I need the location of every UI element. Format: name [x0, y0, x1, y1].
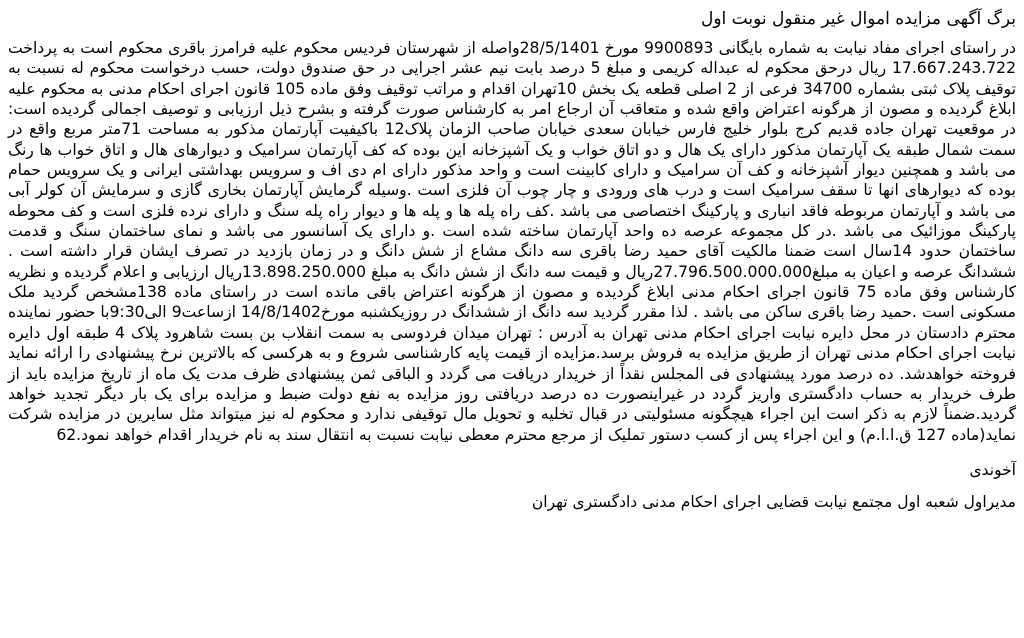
signoff-block	[8, 459, 1016, 513]
auction-notice	[8, 6, 1016, 513]
signer-title: مدیراول شعبه اول مجتمع نیابت قضایی اجرای احکام مدنی دادگستری تهران	[531, 492, 1016, 511]
signer-name: آخوندی	[969, 460, 1016, 479]
notice-body: در راستای اجرای مفاد نیابت به شماره بایگانی 9900893 مورخ 28/5/1401واصله از شهرستان فردیس محکوم علیه فرامرز باقری محکوم است به پرداخت 17.667.243.722 ریال درحق محکوم له عبداله کریمی و مبلغ 5 درصد بابت نیم عشر اجرایی در حق صندوق دولت، حسب درخواست محکوم له نسبت به توقیف پلاک ثبتی بشماره 34700 فرعی از 2 اصلی قطعه یک بخش 10تهران اقدام و مراتب توقیف وفق ماده 105 قانون اجرای احکام مدنی به محکوم علیه ابلاغ گردیده و مصون از هرگونه اعتراض واقع شده و متعاقب آن ارجاع امر به کارشناس صورت گرفته و بشرح ذیل ارزیابی و توصیف اجمالی گردیده است: در موقعیت تهران جاده قدیم کرج بلوار خلیج فارس خیابان سعدی خیابان صاحب الزمان پلاک12 باکیفیت آپارتمان مذکور به مساحت 71متر مربع واقع در سمت شمال طبقه یک آپارتمان مذکور دارای یک هال و دو اتاق خواب و یک آشپزخانه این بوده که کف آپارتمان سرامیک و دیوارهای هال و اتاق خواب ها رنگ می باشد و همچنین دیوار آشپزخانه و کف آن سرامیک و دارای کابینت است و واحد مذکور دارای ام دی اف و سرویس بهداشتی ایرانی و یک سرویس حمام بوده که دیوارهای انها تا سقف سرامیک است و درب های ورودی و چار چوب آن فلزی است .وسیله گرمایش آپارتمان بخاری گازی و سرمایش آن کولر آبی می باشد و آپارتمان مربوطه فاقد انباری و پارکینگ اختصاصی می باشد .کف راه پله ها و پله ها و دیوار راه پله سنگ و دارای نرده فلزی است و کف محوطه پارکینگ موزائیک می باشد .در کل مجموعه عرصه ده واحد آپارتمان ساخته شده است .و دارای یک آسانسور می باشد و نمای ساختمان سنگ و قدمت ساختمان حدود 14سال است ضمنا مالکیت آقای حمید رضا باقری سه دانگ مشاع از شش دانگ و در زمان بازدید در تصرف ایشان قرار داشته است . ششدانگ عرصه و اعیان به مبلغ27.796.500.000.000ریال و قیمت سه دانگ از شش دانگ به مبلغ 13.898.250.000ریال ارزیابی و اعلام گردیده و نظریه کارشناس وفق ماده 75 قانون اجرای احکام مدنی ابلاغ گردیده و مصون از هرگونه اعتراض باقی مانده است در راستای ماده 138مشخص گردید ملک مسکونی است .حمید رضا باقری ساکن می باشد . لذا مقرر گردید سه دانگ از ششدانگ در روزیکشنبه مورخ14/8/1402 ازساعت9 الی9:30با حضور نماینده محترم دادستان در محل دایره نیابت اجرای احکام مدنی تهران به آدرس : تهران میدان فردوسی به سمت انقلاب بن بست شاهرود پلاک 4 طبقه اول دایره نیابت اجرای احکام مدنی تهران از طریق مزایده به فروش برسد.مزایده از قیمت پایه کارشناسی شروع و به هرکسی که بالاترین نرخ پیشنهادی را ارائه نماید فروخته خواهدشد. ده درصد مورد پیشنهادی فی المجلس نقداً از خریدار دریافت می گردد و الباقی ثمن پیشنهادی ظرف مدت یک ماه از تاریخ مزایده باید از طرف خریدار به حساب دادگستری واریز گردد در غیراینصورت ده درصد دریافتی روز مزایده به نفع دولت ضبط و مزایده برای یک بار دیگر تجدید خواهد گردید.ضمناً لازم به ذکر است این اجراء هیچگونه مسئولیتی در قبال تخلیه و تحویل مال توقیفی ندارد و محکوم له نیز میتواند مثل سایرین در مزایده شرکت نماید(ماده 127 ق.ا.ا.م) و این اجراء پس از کسب دستور تملیک از مرجع محترم معطی نیابت نسبت به انتقال سند به نام خریدار اقدام خواهد نمود.62	[8, 39, 1017, 444]
notice-title: برگ آگهی مزایده اموال غیر منقول نوبت اول	[700, 9, 1016, 29]
